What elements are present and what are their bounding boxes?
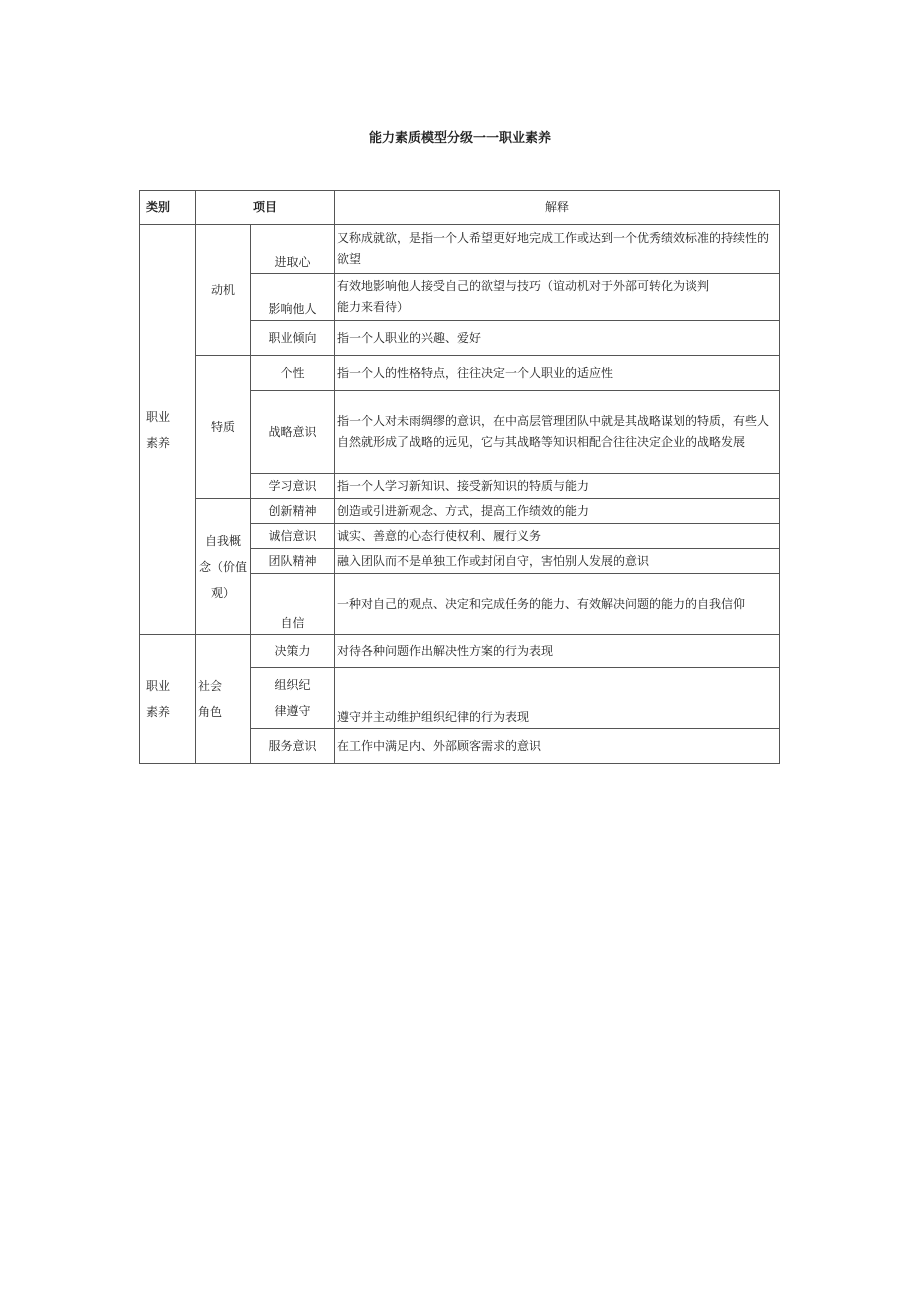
competency-table [139, 190, 780, 764]
table-row [140, 499, 780, 524]
item-cell: 学习意识 [251, 474, 335, 499]
item-cell: 自信 [251, 574, 335, 635]
item-cell: 职业倾向 [251, 321, 335, 356]
item-cell: 诚信意识 [251, 524, 335, 549]
item-cell: 决策力 [251, 635, 335, 668]
explanation-cell: 指一个人对未雨绸缪的意识，在中高层管理团队中就是其战略谋划的特质，有些人自然就形成了战略的远见，它与其战略等知识相配合往往决定企业的战略发展 [335, 391, 780, 474]
group-cell-self-concept: 自我概 念（价值 观） [196, 499, 251, 635]
item-cell: 影响他人 [251, 274, 335, 321]
explanation-cell: 在工作中满足内、外部顾客需求的意识 [335, 729, 780, 764]
header-row [140, 191, 780, 225]
item-cell: 组织纪 律遵守 [251, 668, 335, 729]
group-cell-traits: 特质 [196, 356, 251, 499]
explanation-cell: 遵守并主动维护组织纪律的行为表现 [335, 668, 780, 729]
explanation-cell: 指一个人职业的兴趣、爱好 [335, 321, 780, 356]
explanation-cell: 指一个人学习新知识、接受新知识的特质与能力 [335, 474, 780, 499]
explanation-cell: 对待各种问题作出解决性方案的行为表现 [335, 635, 780, 668]
item-cell: 创新精神 [251, 499, 335, 524]
item-cell: 个性 [251, 356, 335, 391]
item-cell: 战略意识 [251, 391, 335, 474]
group-cell-social-role: 社会 角色 [196, 635, 251, 764]
explanation-cell: 创造或引进新观念、方式，提高工作绩效的能力 [335, 499, 780, 524]
header-explanation: 解释 [335, 191, 780, 225]
table-row [140, 635, 780, 668]
table-row [140, 225, 780, 274]
explanation-cell: 指一个人的性格特点，往往决定一个人职业的适应性 [335, 356, 780, 391]
explanation-cell: 又称成就欲，是指一个人希望更好地完成工作或达到一个优秀绩效标准的持续性的欲望 [335, 225, 780, 274]
explanation-cell: 一种对自己的观点、决定和完成任务的能力、有效解决问题的能力的自我信仰 [335, 574, 780, 635]
header-category: 类别 [140, 191, 196, 225]
header-item: 项目 [196, 191, 335, 225]
explanation-cell: 诚实、善意的心态行使权利、履行义务 [335, 524, 780, 549]
document-title: 能力素质模型分级一一职业素养 [368, 131, 551, 146]
category-cell: 职业 素养 [140, 635, 196, 764]
explanation-cell: 有效地影响他人接受自己的欲望与技巧（谊动机对于外部可转化为谈判 能力来看待） [335, 274, 780, 321]
table-row [140, 356, 780, 391]
item-cell: 服务意识 [251, 729, 335, 764]
group-cell-motivation: 动机 [196, 225, 251, 356]
category-cell: 职业 素养 [140, 225, 196, 635]
explanation-cell: 融入团队而不是单独工作或封闭自守，害怕别人发展的意识 [335, 549, 780, 574]
item-cell: 进取心 [251, 225, 335, 274]
item-cell: 团队精神 [251, 549, 335, 574]
